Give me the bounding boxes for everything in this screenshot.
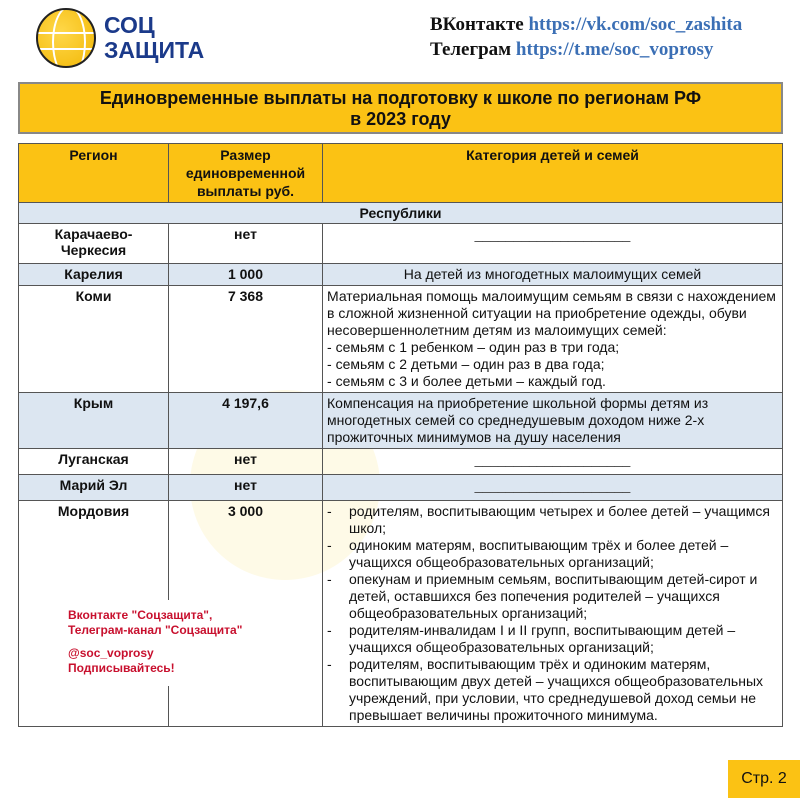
tg-label: Телеграм xyxy=(430,39,512,60)
page-title xyxy=(18,82,783,134)
table-row xyxy=(19,449,783,475)
amount-cell: нет xyxy=(169,475,323,501)
category-cell: Материальная помощь малоимущим семьям в связи с нахождением в сложной жизненной ситуации на приобретение одежды, обуви несовершеннолетним детям из малоимущих семей: - семьям с 1 ребенком – один раз в три года; - семьям с 2 детьми – один раз в два года; - семьям с 3 и более детьми – каждый год. xyxy=(323,286,783,393)
header-amount: Размер единовременной выплаты руб. xyxy=(169,144,323,203)
region-cell: Карелия xyxy=(19,264,169,286)
vk-label: ВКонтакте xyxy=(430,14,524,35)
promo-line2: Телеграм-канал "Соцзащита" xyxy=(68,623,243,637)
promo-line4: Подписывайтесь! xyxy=(68,661,175,675)
promo-line1: Вконтакте "Соцзащита", xyxy=(68,608,213,622)
globe-icon xyxy=(36,8,96,68)
category-cell: ____________________ xyxy=(323,224,783,264)
amount-cell: нет xyxy=(169,449,323,475)
subscribe-promo xyxy=(58,600,286,686)
category-cell: ____________________ xyxy=(323,475,783,501)
tg-link[interactable]: https://t.me/soc_voprosy xyxy=(515,39,714,60)
category-text: Материальная помощь малоимущим семьям в связи с нахождением в сложной жизненной ситуации на приобретение одежды, обуви несовершеннолетним детям из малоимущих семей: xyxy=(327,288,776,338)
category-item: - родителям, воспитывающим трёх и одиноким матерям, воспитывающим двух детей – учащихся общеобразовательных учреждений, при условии, что среднедушевой доход семьи не превышает величины прожиточного минимума. xyxy=(327,656,778,724)
amount-cell: 1 000 xyxy=(169,264,323,286)
table-row xyxy=(19,475,783,501)
amount-cell: нет xyxy=(169,224,323,264)
title-line1: Единовременные выплаты на подготовку к школе по регионам РФ xyxy=(99,88,702,108)
table-row xyxy=(19,224,783,264)
category-cell: ____________________ xyxy=(323,449,783,475)
amount-cell: 3 000 xyxy=(169,501,323,727)
header-region: Регион xyxy=(19,144,169,203)
page-number: Стр. 2 xyxy=(728,760,800,798)
table-header xyxy=(19,144,783,203)
category-cell: Компенсация на приобретение школьной формы детям из многодетных семей со среднедушевым доходом ниже 2-х прожиточных минимумов на душу населения xyxy=(323,393,783,449)
vk-link[interactable]: https://vk.com/soc_zashita xyxy=(528,14,743,35)
category-item: семьям с 3 и более детьми – каждый год. xyxy=(335,373,606,389)
category-item: - родителям, воспитывающим четырех и более детей – учащимся школ; xyxy=(327,503,778,537)
amount-cell: 7 368 xyxy=(169,286,323,393)
amount-cell: 4 197,6 xyxy=(169,393,323,449)
logo-line2: ЗАЩИТА xyxy=(104,37,205,63)
table-row xyxy=(19,286,783,393)
region-cell: Марий Эл xyxy=(19,475,169,501)
table-row xyxy=(19,393,783,449)
table-row xyxy=(19,264,783,286)
region-cell: Коми xyxy=(19,286,169,393)
logo-line1: СОЦ xyxy=(104,12,155,38)
promo-handle: @soc_voprosy xyxy=(68,646,154,660)
title-line2: в 2023 году xyxy=(350,109,451,129)
category-item: - одиноким матерям, воспитывающим трёх и более детей – учащихся общеобразовательных организаций; xyxy=(327,537,778,571)
category-cell xyxy=(323,501,783,727)
region-cell: Карачаево-Черкесия xyxy=(19,224,169,264)
section-title: Республики xyxy=(19,203,783,224)
header-category: Категория детей и семей xyxy=(323,144,783,203)
social-links xyxy=(430,12,742,62)
category-cell: На детей из многодетных малоимущих семей xyxy=(323,264,783,286)
category-item: семьям с 1 ребенком – один раз в три года; xyxy=(335,339,620,355)
logo xyxy=(36,8,204,68)
section-row xyxy=(19,203,783,224)
category-item: - опекунам и приемным семьям, воспитывающим детей-сирот и детей, оставшихся без попечения родителей – учащихся общеобразовательных организаций; xyxy=(327,571,778,622)
region-cell: Мордовия xyxy=(19,501,169,727)
category-item: - родителям-инвалидам I и II групп, воспитывающим детей – учащихся общеобразовательных организаций; xyxy=(327,622,778,656)
region-cell: Крым xyxy=(19,393,169,449)
region-cell: Луганская xyxy=(19,449,169,475)
category-item: семьям с 2 детьми – один раз в два года; xyxy=(335,356,605,372)
